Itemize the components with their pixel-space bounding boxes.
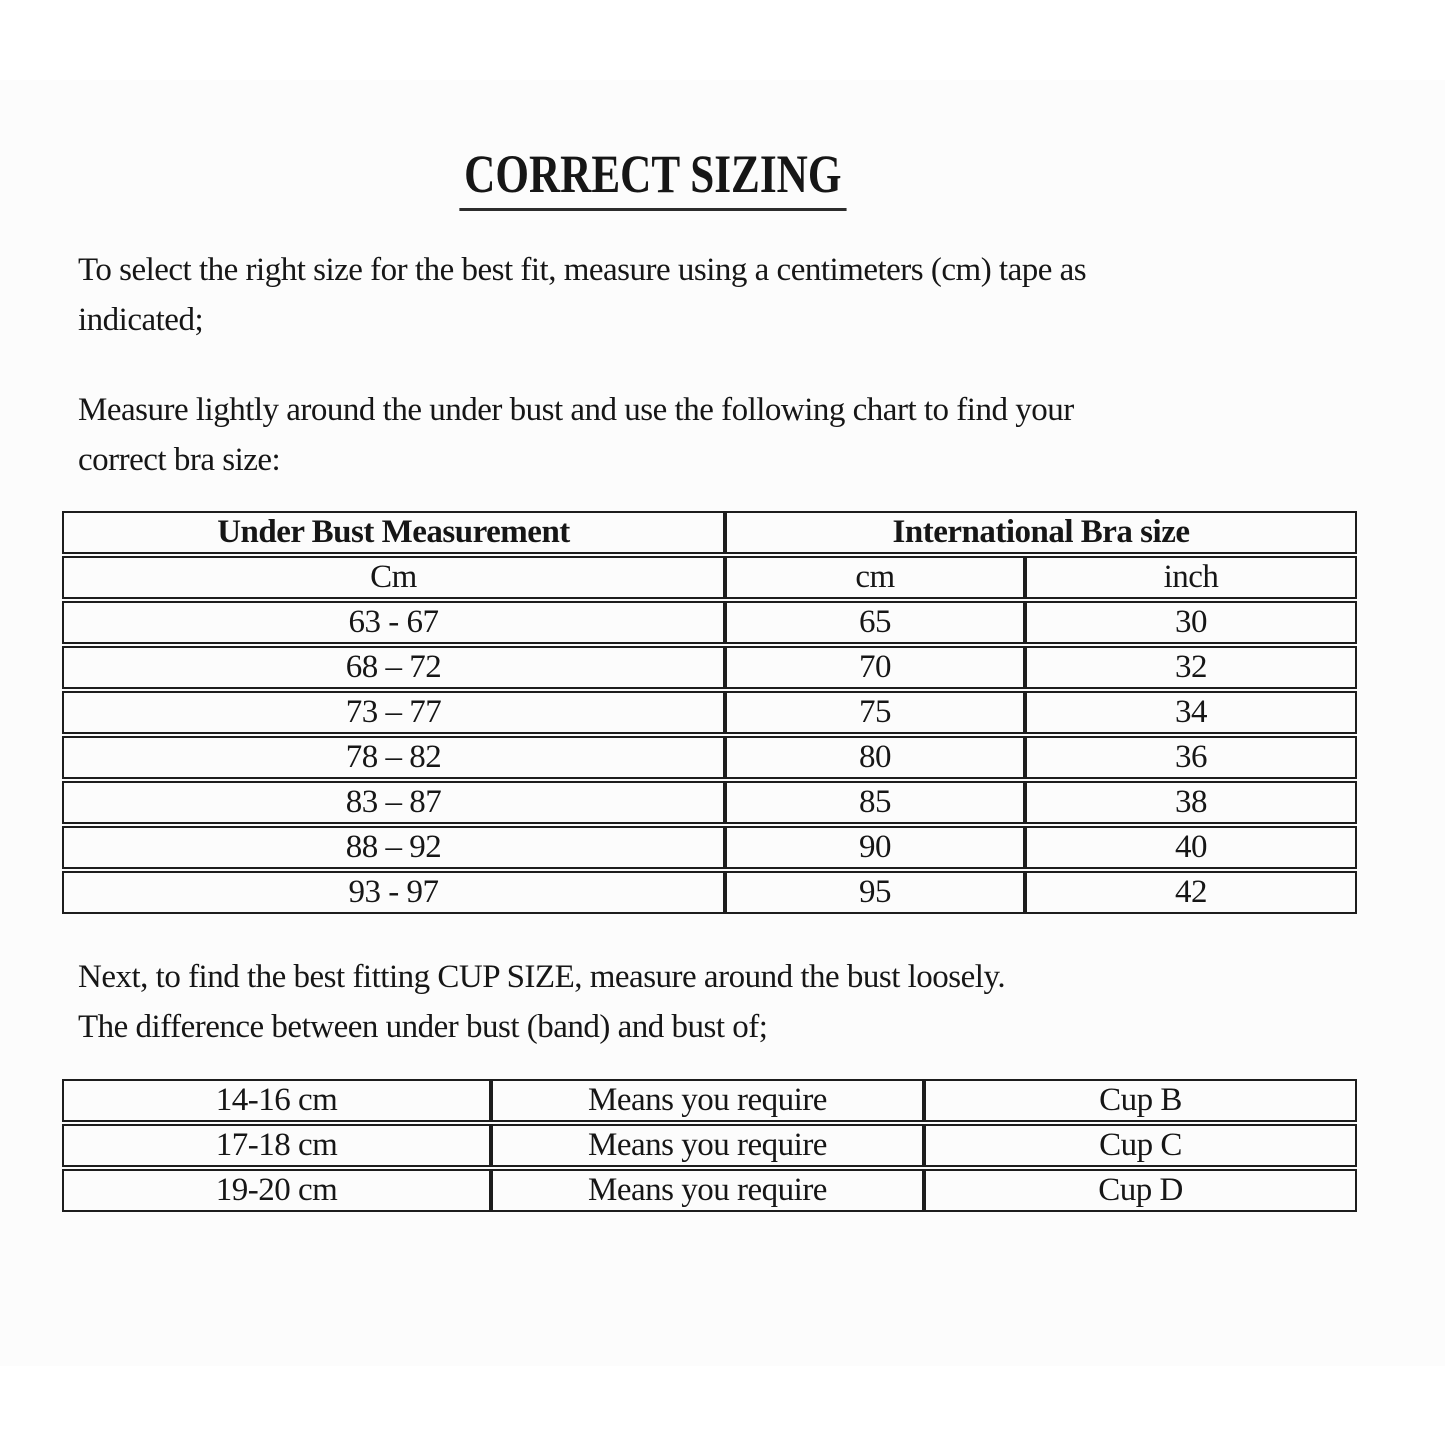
bra-size-table: [62, 509, 1357, 916]
cup-size-table: [62, 1077, 1357, 1214]
intro-paragraph-line-1: To select the right size for the best fit, measure using a centimeters (cm) tape as: [78, 252, 1087, 288]
under-bust-range: 63 - 67: [62, 601, 725, 644]
table-row: [62, 691, 1357, 734]
table-row: [62, 1124, 1357, 1167]
difference-range: 17-18 cm: [62, 1124, 491, 1167]
table-row: [62, 1079, 1357, 1122]
header-under-bust-measurement: Under Bust Measurement: [62, 511, 725, 554]
difference-range: 19-20 cm: [62, 1169, 491, 1212]
means-you-require-label: Means you require: [491, 1124, 924, 1167]
band-size-cm: 85: [725, 781, 1025, 824]
band-size-cm: 65: [725, 601, 1025, 644]
subheader-inch-unit: inch: [1025, 556, 1357, 599]
size-table-header-row: [62, 511, 1357, 554]
band-size-inch: 32: [1025, 646, 1357, 689]
size-table-subheader-row: [62, 556, 1357, 599]
under-bust-range: 73 – 77: [62, 691, 725, 734]
band-size-cm: 90: [725, 826, 1025, 869]
band-size-cm: 75: [725, 691, 1025, 734]
table-row: [62, 781, 1357, 824]
band-size-cm: 70: [725, 646, 1025, 689]
cup-size-value: Cup B: [924, 1079, 1357, 1122]
band-size-inch: 30: [1025, 601, 1357, 644]
subheader-under-bust-unit: Cm: [62, 556, 725, 599]
cup-instruction-paragraph: [78, 952, 1445, 1052]
table-row: [62, 1169, 1357, 1212]
band-size-inch: 34: [1025, 691, 1357, 734]
cup-instruction-line-2: The difference between under bust (band) and bust of;: [78, 1009, 768, 1045]
band-instruction-line-1: Measure lightly around the under bust and use the following chart to find your: [78, 392, 1074, 428]
header-international-bra-size: International Bra size: [725, 511, 1357, 554]
table-row: [62, 826, 1357, 869]
table-row: [62, 736, 1357, 779]
band-size-inch: 38: [1025, 781, 1357, 824]
band-size-inch: 42: [1025, 871, 1357, 914]
means-you-require-label: Means you require: [491, 1079, 924, 1122]
difference-range: 14-16 cm: [62, 1079, 491, 1122]
under-bust-range: 68 – 72: [62, 646, 725, 689]
means-you-require-label: Means you require: [491, 1169, 924, 1212]
table-row: [62, 646, 1357, 689]
intro-paragraph-line-2: indicated;: [78, 302, 204, 338]
page-title: CORRECT SIZING: [460, 146, 847, 211]
cup-instruction-line-1: Next, to find the best fitting CUP SIZE, measure around the bust loosely.: [78, 959, 1006, 995]
subheader-band-unit: cm: [725, 556, 1025, 599]
under-bust-range: 93 - 97: [62, 871, 725, 914]
cup-size-value: Cup C: [924, 1124, 1357, 1167]
table-row: [62, 601, 1357, 644]
under-bust-range: 88 – 92: [62, 826, 725, 869]
band-size-inch: 36: [1025, 736, 1357, 779]
band-instruction-paragraph: [78, 385, 1445, 485]
under-bust-range: 83 – 87: [62, 781, 725, 824]
intro-paragraph: [78, 245, 1445, 345]
band-size-inch: 40: [1025, 826, 1357, 869]
band-instruction-line-2: correct bra size:: [78, 442, 281, 478]
band-size-cm: 80: [725, 736, 1025, 779]
band-size-cm: 95: [725, 871, 1025, 914]
under-bust-range: 78 – 82: [62, 736, 725, 779]
cup-size-value: Cup D: [924, 1169, 1357, 1212]
title-container: [78, 146, 1228, 211]
table-row: [62, 871, 1357, 914]
